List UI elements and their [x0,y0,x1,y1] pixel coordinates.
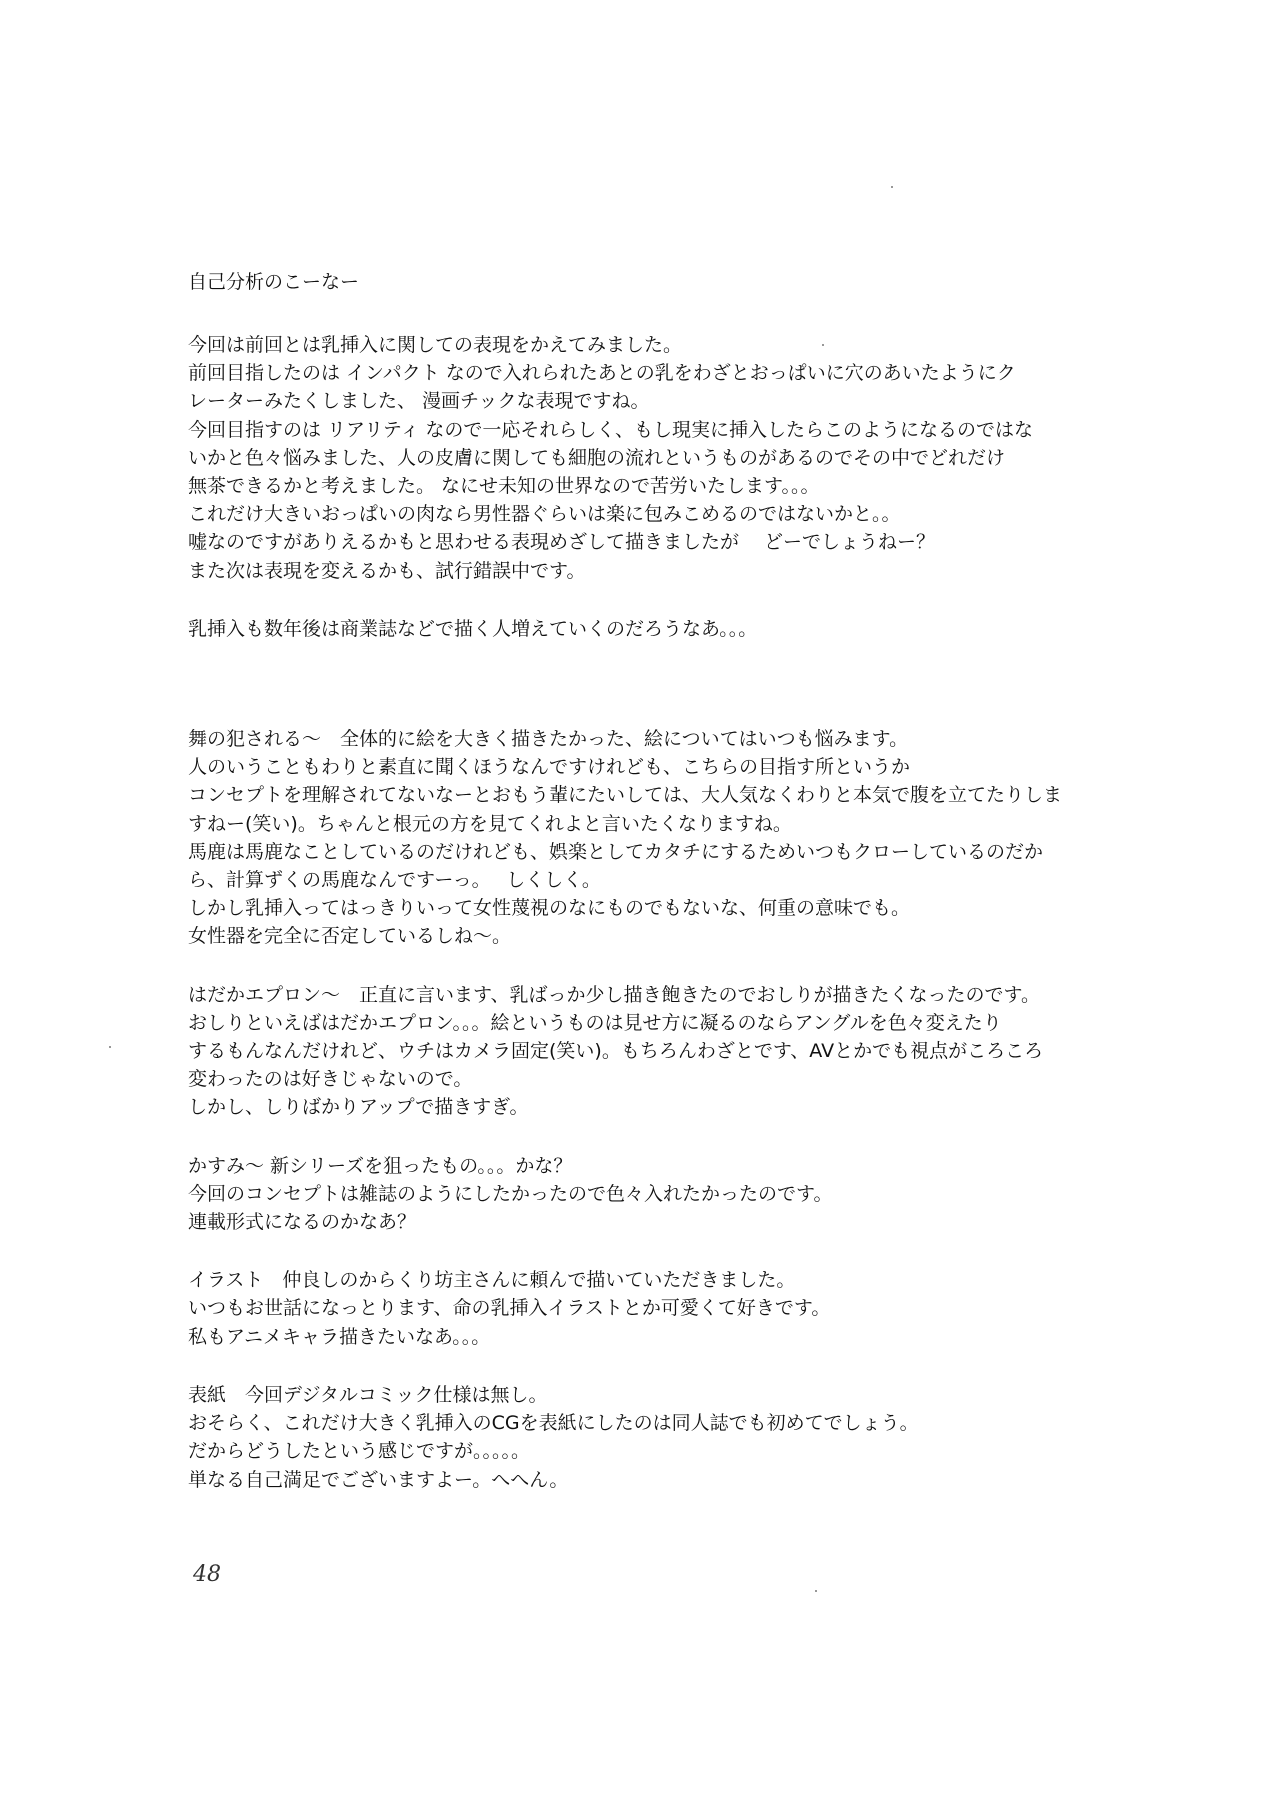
text-line: しかし乳挿入ってはっきりいって女性蔑視のなにものでもないな、何重の意味でも。 [188,897,911,920]
text-line: 馬鹿は馬鹿なことしているのだけれども、娯楽としてカタチにするためいつもクローしているのだか [188,840,1044,863]
text-line: イラスト 仲良しのからくり坊主さんに頼んで描いていただきました。 [188,1269,796,1292]
paragraph-illust [188,1266,1048,1351]
text-line: 女性器を完全に否定しているしね～。 [188,925,512,948]
text-line: これだけ大きいおっぱいの肉なら男性器ぐらいは楽に包みこめるのではないかと。。 [188,503,901,526]
text-line: すねー(笑い)。ちゃんと根元の方を見てくれよと言いたくなりますね。 [188,812,792,835]
text-line: 無茶できるかと考えました。 なにせ未知の世界なので苦労いたします。。。 [188,475,820,498]
text-line: かすみ～ 新シリーズを狙ったもの。。。かな？ [188,1154,573,1177]
text-line: だからどうしたという感じですが。。。。。 [188,1440,531,1463]
paragraph-gap [188,951,1048,981]
paragraph-kasumi [188,1152,1048,1237]
text-line: いかと色々悩みました、人の皮膚に関しても細胞の流れというものがあるのでその中でどれだけ [188,446,1006,469]
paragraph-gap [188,1236,1048,1266]
text-line: いつもお世話になっとります、命の乳挿入イラストとか可愛くて好きです。 [188,1297,831,1320]
text-line: 変わったのは好きじゃないので。 [188,1068,473,1091]
text-line: 嘘なのですがありえるかもと思わせる表現めざして描きましたが どーでしょうねー？ [188,531,936,554]
text-line: コンセプトを理解されてないなーとおもう輩にたいしては、大人気なくわりと本気で腹を立てたりしま [188,784,1063,807]
text-line: 前回目指したのは インパクト なので入れられたあとの乳をわざとおっぱいに穴のあいたようにク [188,362,1016,385]
text-line: 舞の犯される～ 全体的に絵を大きく描きたかった、絵についてはいつも悩みます。 [188,728,909,751]
text-line: おそらく、これだけ大きく乳挿入のCGを表紙にしたのは同人誌でも初めてでしょう。 [188,1412,919,1435]
paragraph-intro-closing [188,615,1048,643]
text-line: 今回のコンセプトは雑誌のようにしたかったので色々入れたかったのです。 [188,1182,833,1205]
section-title: 自己分析のこーなー [188,271,360,293]
text-line: 乳挿入も数年後は商業誌などで描く人増えていくのだろうなあ。。。 [188,617,758,640]
paragraph-apron [188,981,1048,1122]
scan-speck [891,186,893,188]
text-line: 今回目指すのは リアリティ なので一応それらしく、もし現実に挿入したらこのようになるのではな [188,418,1034,441]
document-body [188,268,1063,1494]
paragraph-mai [188,725,1063,951]
text-line: また次は表現を変えるかも、試行錯誤中です。 [188,559,586,582]
scan-speck [109,1046,111,1048]
text-line: 表紙 今回デジタルコミック仕様は無し。 [188,1383,548,1406]
text-line: 私もアニメキャラ描きたいなあ。。。 [188,1325,491,1348]
text-line: ら、計算ずくの馬鹿なんですーっ。 しくしく。 [188,869,601,892]
text-line: するもんなんだけれど、ウチはカメラ固定(笑い)。もちろんわざとです、AVとかでも視点がころころ [188,1040,1044,1063]
text-line: 今回は前回とは乳挿入に関しての表現をかえてみました。 [188,334,683,356]
scan-speck [815,1590,817,1592]
text-line: レーターみたくしました、 漫画チックな表現ですね。 [188,390,650,413]
paragraph-intro [188,331,1048,585]
paragraph-gap [188,1351,1048,1381]
paragraph-cover [188,1381,1048,1494]
scan-speck [822,344,824,346]
page-number: 48 [193,1562,221,1587]
paragraph-gap [188,643,1048,725]
text-line: おしりといえばはだかエプロン。。。絵というものは見せ方に凝るのならアングルを色々変えたり [188,1011,1002,1034]
paragraph-gap [188,1122,1048,1152]
text-line: はだかエプロン～ 正直に言います、乳ばっか少し描き飽きたのでおしりが描きたくなったのです。 [188,983,1040,1006]
paragraph-gap [188,585,1048,615]
text-line: 人のいうこともわりと素直に聞くほうなんですけれども、こちらの目指す所というか [188,756,911,779]
text-line: 連載形式になるのかなあ？ [188,1211,417,1234]
text-line: しかし、しりばかりアップで描きすぎ。 [188,1096,529,1119]
text-line: 単なる自己満足でございますよー。へへん。 [188,1468,569,1491]
